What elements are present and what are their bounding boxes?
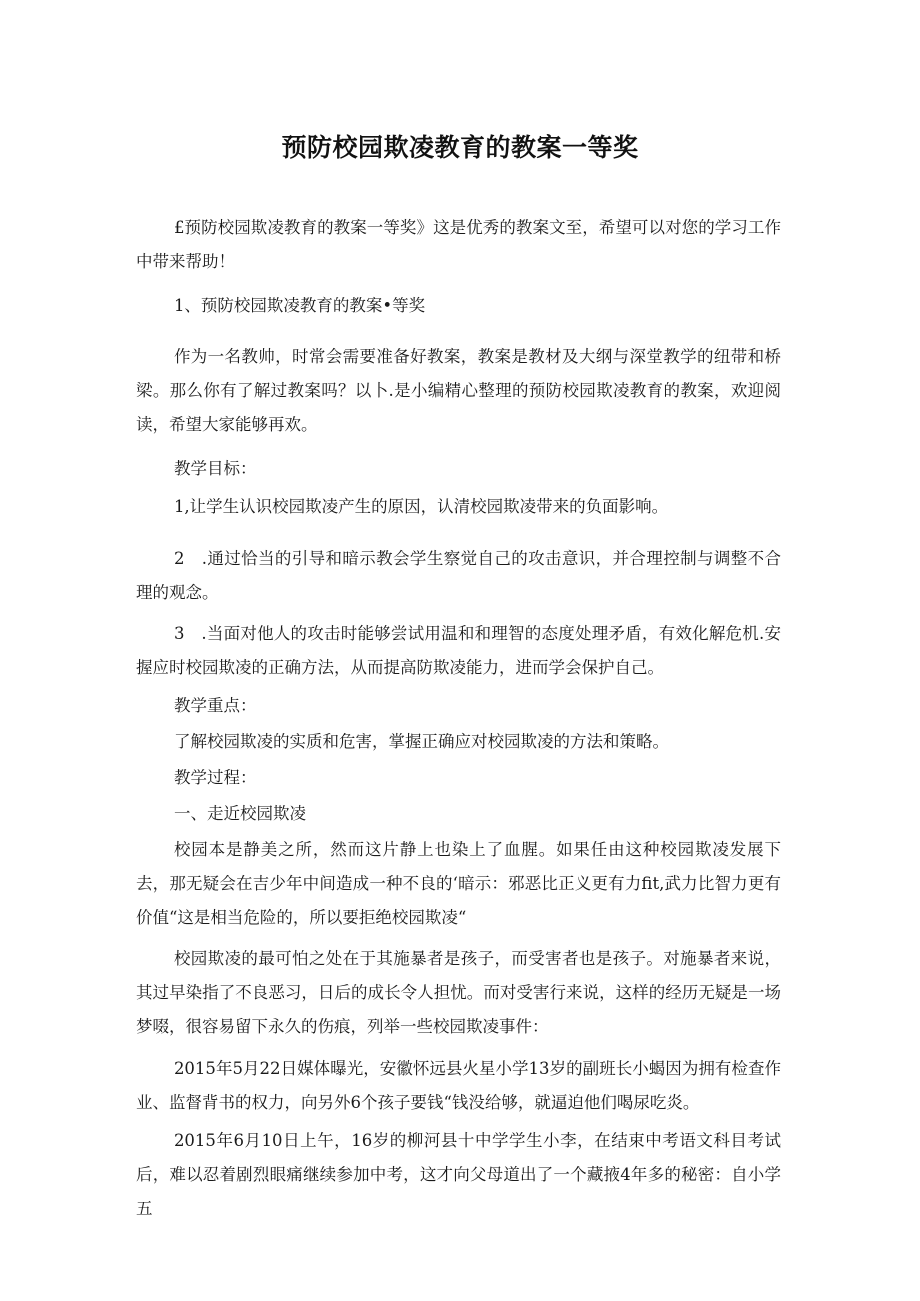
subheading-approach-bullying: 一、走近校园欺凌: [173, 804, 306, 823]
goal-item-2: 2 .通过恰当的引导和暗示教会学生察觉自己的攻击意识，并合理控制与调整不合理的观念。: [136, 549, 781, 602]
preface-paragraph: 作为一名教帅，时常会需要准备好教案，教案是教材及大纲与深堂教学的纽带和桥梁。那么你有了解过教案吗？以卜.是小编精心整理的预防校园欺凌教育的教案，欢迎阅读，希望大家能够再欢。: [136, 347, 781, 434]
section-heading-1: 1、预防校园欺凌教育的教案•等奖: [173, 296, 426, 315]
focus-paragraph: 了解校园欺凌的实质和危害，掌握正确应对校园欺凌的方法和策略。: [173, 732, 669, 751]
goal-item-1: 1,让学生认识校园欺凌产生的原因，认清校园欺凌带来的负面影响。: [173, 497, 669, 516]
case-paragraph-2: 2015年6月10日上午，16岁的柳河县十中学学生小李，在结束中考语文科目考试后，难以忍着剧烈眼痛继续参加中考，这才向父母道出了一个藏掖4年多的秘密：自小学五: [136, 1131, 781, 1218]
intro-paragraph: £预防校园欺凌教育的教案一等奖》这是优秀的教案文至，希望可以对您的学习工作中带来帮助！: [136, 218, 781, 271]
process-paragraph-1: 校园本是静美之所，然而这片静上也染上了血腥。如果任由这种校园欺凌发展下去，那无疑会在吉少年中间造成一种不良的‘暗示：邪恶比正义更有力fit,武力比智力更有价值“这是相当危险的，所以要拒绝校园欺凌“: [136, 840, 781, 927]
heading-teaching-process: 教学过程：: [173, 768, 257, 787]
goal-item-3: 3 .当面对他人的攻击时能够尝试用温和和理智的态度处理矛盾，有效化解危机.安握应时校园欺凌的正确方法，从而提高防欺凌能力，进而学会保护自己。: [136, 624, 781, 677]
document-title: 预防校园欺凌教育的教案一等奖: [281, 133, 639, 162]
heading-teaching-goals: 教学目标：: [173, 459, 257, 478]
process-paragraph-2: 校园欺凌的最可怕之处在于其施暴者是孩子，而受害者也是孩子。对施暴者来说，其过早染指了不良恶习，日后的成长令人担忧。而对受害行来说，这样的经历无疑是一场梦啜，很容易留下永久的伤痕，列举一些校园欺凌事件：: [136, 949, 781, 1036]
heading-teaching-focus: 教学重点：: [173, 696, 257, 715]
case-paragraph-1: 2015年5月22日媒体曝光，安徽怀远县火星小学13岁的副班长小蝎因为拥有检查作业、监督背书的权力，向另外6个孩子要钱“钱没给够，就逼迫他们喝尿吃炎。: [136, 1059, 781, 1112]
